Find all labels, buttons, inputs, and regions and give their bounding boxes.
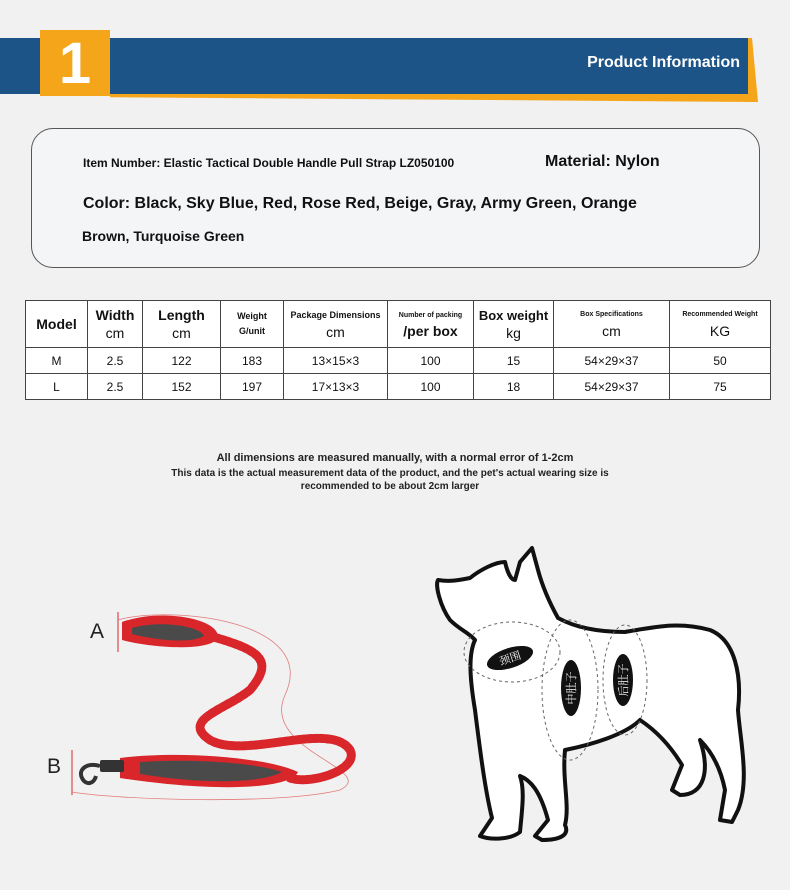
- leash-illustration: [60, 600, 370, 810]
- table-cell: 100: [388, 348, 474, 374]
- item-number: Item Number: Elastic Tactical Double Handle Pull Strap LZ050100: [83, 156, 455, 170]
- label-b: B: [47, 755, 62, 778]
- table-cell: 2.5: [88, 348, 143, 374]
- section-number: 1: [40, 30, 110, 96]
- table-cell: 152: [143, 374, 221, 400]
- snap-hook-icon: [81, 760, 124, 783]
- label-a: A: [90, 620, 105, 643]
- spec-table: [25, 300, 771, 400]
- header-cell-box-spec: Box Specifications cm: [554, 301, 670, 348]
- bottom-handle: [120, 755, 298, 787]
- header-cell-length: Length cm: [143, 301, 221, 348]
- table-cell: 75: [670, 374, 771, 400]
- banner-accent-stripe: [110, 94, 756, 102]
- header-cell-width: Width cm: [88, 301, 143, 348]
- header-cell-weight: Weight G/unit: [221, 301, 284, 348]
- measurement-note: All dimensions are measured manually, with a normal error of 1-2cm: [216, 452, 574, 464]
- section-title: Product Information: [587, 54, 740, 71]
- dog-measurement-illustration: [420, 540, 760, 850]
- table-cell: 183: [221, 348, 284, 374]
- color-list-line1: Color: Black, Sky Blue, Red, Rose Red, Beige, Gray, Army Green, Orange: [83, 195, 637, 212]
- table-cell: 18: [474, 374, 554, 400]
- top-handle: [122, 615, 218, 647]
- color-list-line2: Brown, Turquoise Green: [82, 228, 245, 244]
- size-recommendation-note: This data is the actual measurement data of the product, and the pet's actual wearing size is recommended to be about 2cm larger: [171, 468, 609, 492]
- table-cell: 197: [221, 374, 284, 400]
- table-cell: 54×29×37: [554, 348, 670, 374]
- header-cell-recommended-weight: Recommended Weight KG: [670, 301, 771, 348]
- table-cell: 54×29×37: [554, 374, 670, 400]
- table-cell: 15: [474, 348, 554, 374]
- table-cell: 13×15×3: [284, 348, 388, 374]
- waist-label: 后肚子: [617, 663, 630, 697]
- table-cell: 100: [388, 374, 474, 400]
- table-cell: 122: [143, 348, 221, 374]
- dog-silhouette: [437, 548, 744, 840]
- header-cell-model: Model: [26, 301, 88, 348]
- table-cell: 2.5: [88, 374, 143, 400]
- table-cell: 17×13×3: [284, 374, 388, 400]
- neck-label: 颈围: [497, 648, 523, 669]
- table-row: [26, 374, 771, 400]
- header-cell-packing: Number of packing /per box: [388, 301, 474, 348]
- table-row: [26, 348, 771, 374]
- table-cell: L: [26, 374, 88, 400]
- table-header-row: [26, 301, 771, 348]
- table-cell: 50: [670, 348, 771, 374]
- banner-accent-edge: [748, 38, 758, 102]
- header-cell-box-weight: Box weight kg: [474, 301, 554, 348]
- chest-label: 中肚子: [565, 671, 578, 705]
- material: Material: Nylon: [545, 153, 660, 170]
- header-cell-package: Package Dimensions cm: [284, 301, 388, 348]
- table-cell: M: [26, 348, 88, 374]
